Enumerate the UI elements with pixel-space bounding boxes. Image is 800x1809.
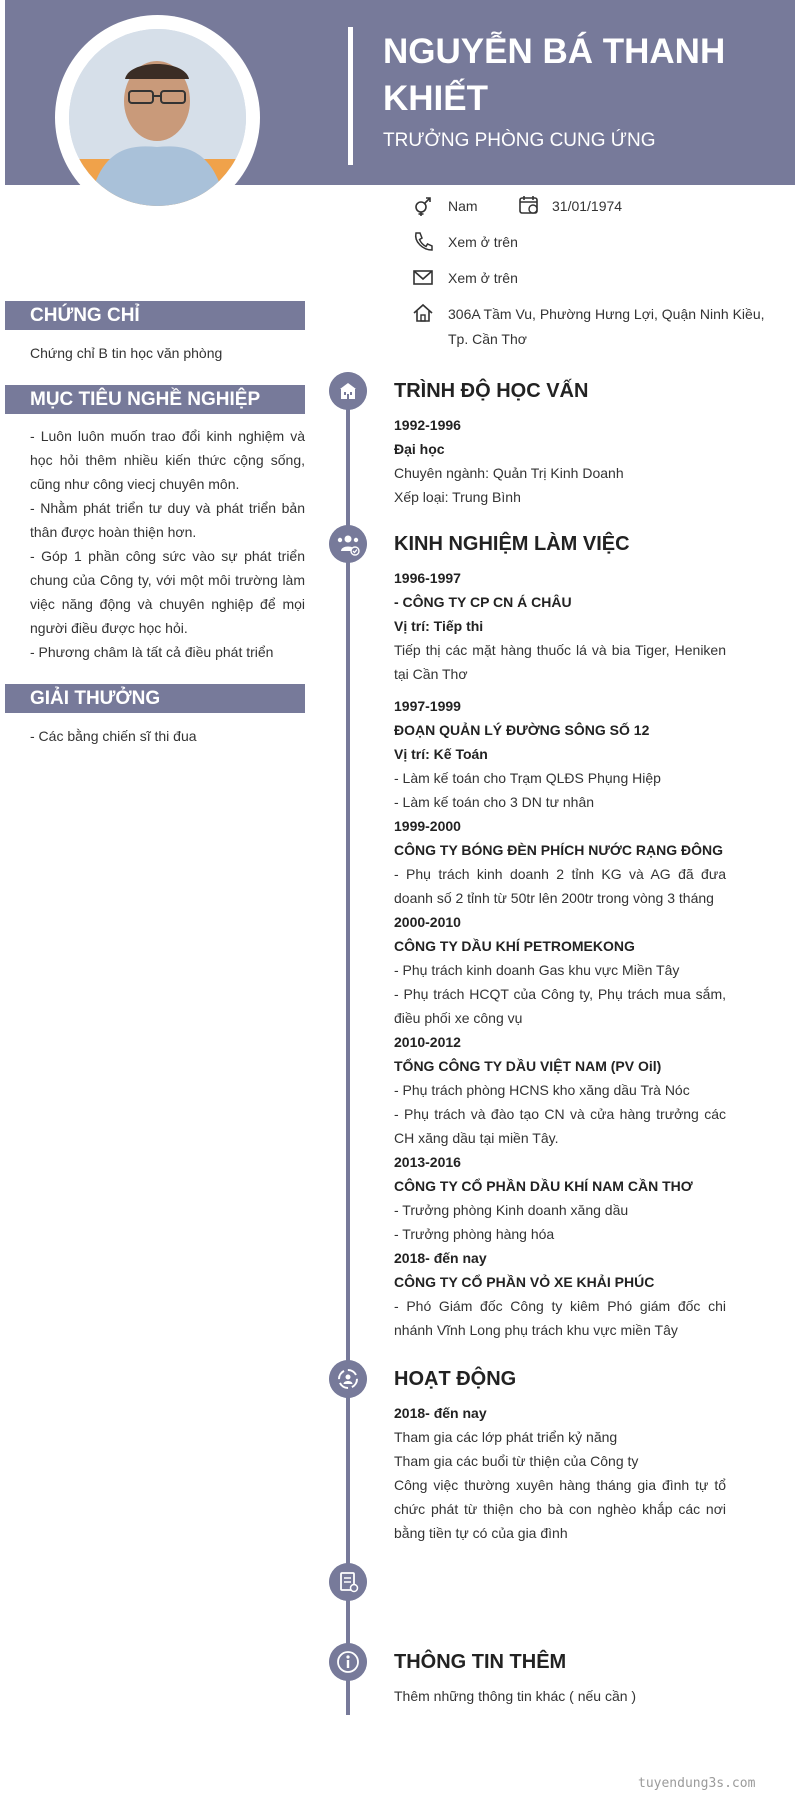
education-block — [394, 413, 726, 509]
team-icon — [329, 525, 367, 563]
experience-heading: KINH NGHIỆM LÀM VIỆC — [394, 533, 630, 555]
job-company: ĐOẠN QUẢN LÝ ĐƯỜNG SÔNG SỐ 12 — [394, 722, 650, 738]
job-company: CÔNG TY CỔ PHẦN DẦU KHÍ NAM CẦN THƠ — [394, 1178, 693, 1194]
extra-text: Thêm những thông tin khác ( nếu cần ) — [394, 1688, 637, 1704]
experience-block — [394, 566, 726, 1342]
job-entry — [394, 1150, 726, 1246]
job-entry — [394, 814, 726, 910]
job-company: CÔNG TY DẦU KHÍ PETROMEKONG — [394, 938, 635, 954]
education-period: 1992-1996 — [394, 417, 461, 433]
address-value: 306A Tầm Vu, Phường Hưng Lợi, Quận Ninh Kiều, Tp. Cần Thơ — [448, 306, 765, 347]
job-entry — [394, 694, 726, 814]
job-entry — [394, 1030, 726, 1150]
avatar — [69, 29, 246, 206]
job-line: - Phụ trách HCQT của Công ty, Phụ trách mua sắm, điều phối xe công vụ — [394, 986, 726, 1026]
job-role: Vị trí: Tiếp thi — [394, 618, 484, 634]
gender-icon — [412, 194, 434, 216]
job-entry — [394, 910, 726, 1030]
activities-block — [394, 1401, 726, 1545]
job-period: 2013-2016 — [394, 1154, 461, 1170]
certificates-text: Chứng chỉ B tin học văn phòng — [30, 345, 223, 361]
job-company: CÔNG TY BÓNG ĐÈN PHÍCH NƯỚC RẠNG ĐÔNG — [394, 842, 723, 858]
job-line: Tiếp thị các mặt hàng thuốc lá và bia Tiger, Heniken tại Cần Thơ — [394, 642, 726, 682]
job-entry — [394, 566, 726, 686]
job-line: - Trưởng phòng Kinh doanh xăng dầu — [394, 1202, 629, 1218]
job-company: - CÔNG TY CP CN Á CHÂU — [394, 594, 572, 610]
job-company: TỔNG CÔNG TY DẦU VIỆT NAM (PV Oil) — [394, 1058, 662, 1074]
job-line: - Phụ trách phòng HCNS kho xăng dầu Trà Nóc — [394, 1082, 690, 1098]
job-line: - Phụ trách kinh doanh 2 tỉnh KG và AG đã đưa doanh số 2 tỉnh từ 50tr lên 200tr trong vòng 3 tháng — [394, 866, 726, 906]
job-period: 1996-1997 — [394, 570, 461, 586]
activity-line: Công việc thường xuyên hàng tháng gia đình tự tổ chức phát từ thiện cho bà con nghèo khắp các nơi bằng tiền tự có của gia đình — [394, 1477, 726, 1541]
objective-line: - Góp 1 phần công sức vào sự phát triển chung của Công ty, với một môi trường làm việc năng động và chuyên nghiệp để mọi người điều được học hỏi. — [30, 548, 305, 636]
job-line: - Trưởng phòng hàng hóa — [394, 1226, 555, 1242]
phone-value[interactable]: Xem ở trên — [448, 234, 518, 250]
education-major: Chuyên ngành: Quản Trị Kinh Doanh — [394, 465, 624, 481]
activity-icon — [329, 1360, 367, 1398]
candidate-name: NGUYỄN BÁ THANH KHIẾT — [383, 32, 726, 118]
candidate-position: TRƯỞNG PHÒNG CUNG ỨNG — [383, 130, 656, 151]
gender-value: Nam — [448, 198, 478, 214]
extra-heading: THÔNG TIN THÊM — [394, 1651, 567, 1673]
job-company: CÔNG TY CỔ PHẦN VỎ XE KHẢI PHÚC — [394, 1274, 655, 1290]
email-icon — [412, 266, 434, 288]
job-entry — [394, 1246, 726, 1342]
job-line: - Làm kế toán cho 3 DN tư nhân — [394, 794, 595, 810]
objective-line: - Luôn luôn muốn trao đổi kinh nghiệm và học hỏi thêm nhiều kiến thức cộng sống, cũng như công viecj chuyên môn. — [30, 428, 305, 492]
activities-period: 2018- đến nay — [394, 1405, 487, 1421]
activities-heading: HOẠT ĐỘNG — [394, 1368, 517, 1390]
job-period: 2000-2010 — [394, 914, 461, 930]
school-icon — [329, 372, 367, 410]
calendar-icon — [518, 194, 540, 216]
education-heading: TRÌNH ĐỘ HỌC VẤN — [394, 380, 589, 402]
job-period: 2010-2012 — [394, 1034, 461, 1050]
certificates-heading: CHỨNG CHỈ — [5, 301, 305, 330]
timeline-line — [346, 390, 350, 1715]
education-degree: Đại học — [394, 441, 445, 457]
phone-icon — [412, 230, 434, 252]
header-divider — [348, 27, 353, 165]
job-period: 1999-2000 — [394, 818, 461, 834]
home-icon — [412, 302, 434, 324]
awards-text: - Các bằng chiến sĩ thi đua — [30, 728, 197, 744]
activity-line: Tham gia các lớp phát triển kỷ năng — [394, 1429, 618, 1445]
objective-heading: MỤC TIÊU NGHỀ NGHIỆP — [5, 385, 305, 414]
watermark: tuyendung3s.com — [638, 1776, 756, 1791]
education-grade: Xếp loại: Trung Bình — [394, 489, 521, 505]
objective-line: - Phương châm là tất cả điều phát triển — [30, 644, 274, 660]
job-period: 1997-1999 — [394, 698, 461, 714]
job-period: 2018- đến nay — [394, 1250, 487, 1266]
awards-heading: GIẢI THƯỞNG — [5, 684, 305, 713]
activity-line: Tham gia các buổi từ thiện của Công ty — [394, 1453, 639, 1469]
job-line: - Làm kế toán cho Trạm QLĐS Phụng Hiệp — [394, 770, 661, 786]
job-line: - Phụ trách kinh doanh Gas khu vực Miền Tây — [394, 962, 680, 978]
info-icon — [329, 1643, 367, 1681]
document-icon — [329, 1563, 367, 1601]
objective-text — [30, 424, 305, 664]
job-role: Vị trí: Kế Toán — [394, 746, 488, 762]
job-line: - Phụ trách và đào tạo CN và cửa hàng trưởng các CH xăng dầu tại miền Tây. — [394, 1106, 726, 1146]
email-value[interactable]: Xem ở trên — [448, 270, 518, 286]
objective-line: - Nhằm phát triển tư duy và phát triển bản thân được hoàn thiện hơn. — [30, 500, 305, 540]
job-line: - Phó Giám đốc Công ty kiêm Phó giám đốc chi nhánh Vĩnh Long phụ trách khu vực miền Tây — [394, 1298, 726, 1338]
birthday-value: 31/01/1974 — [552, 198, 623, 214]
